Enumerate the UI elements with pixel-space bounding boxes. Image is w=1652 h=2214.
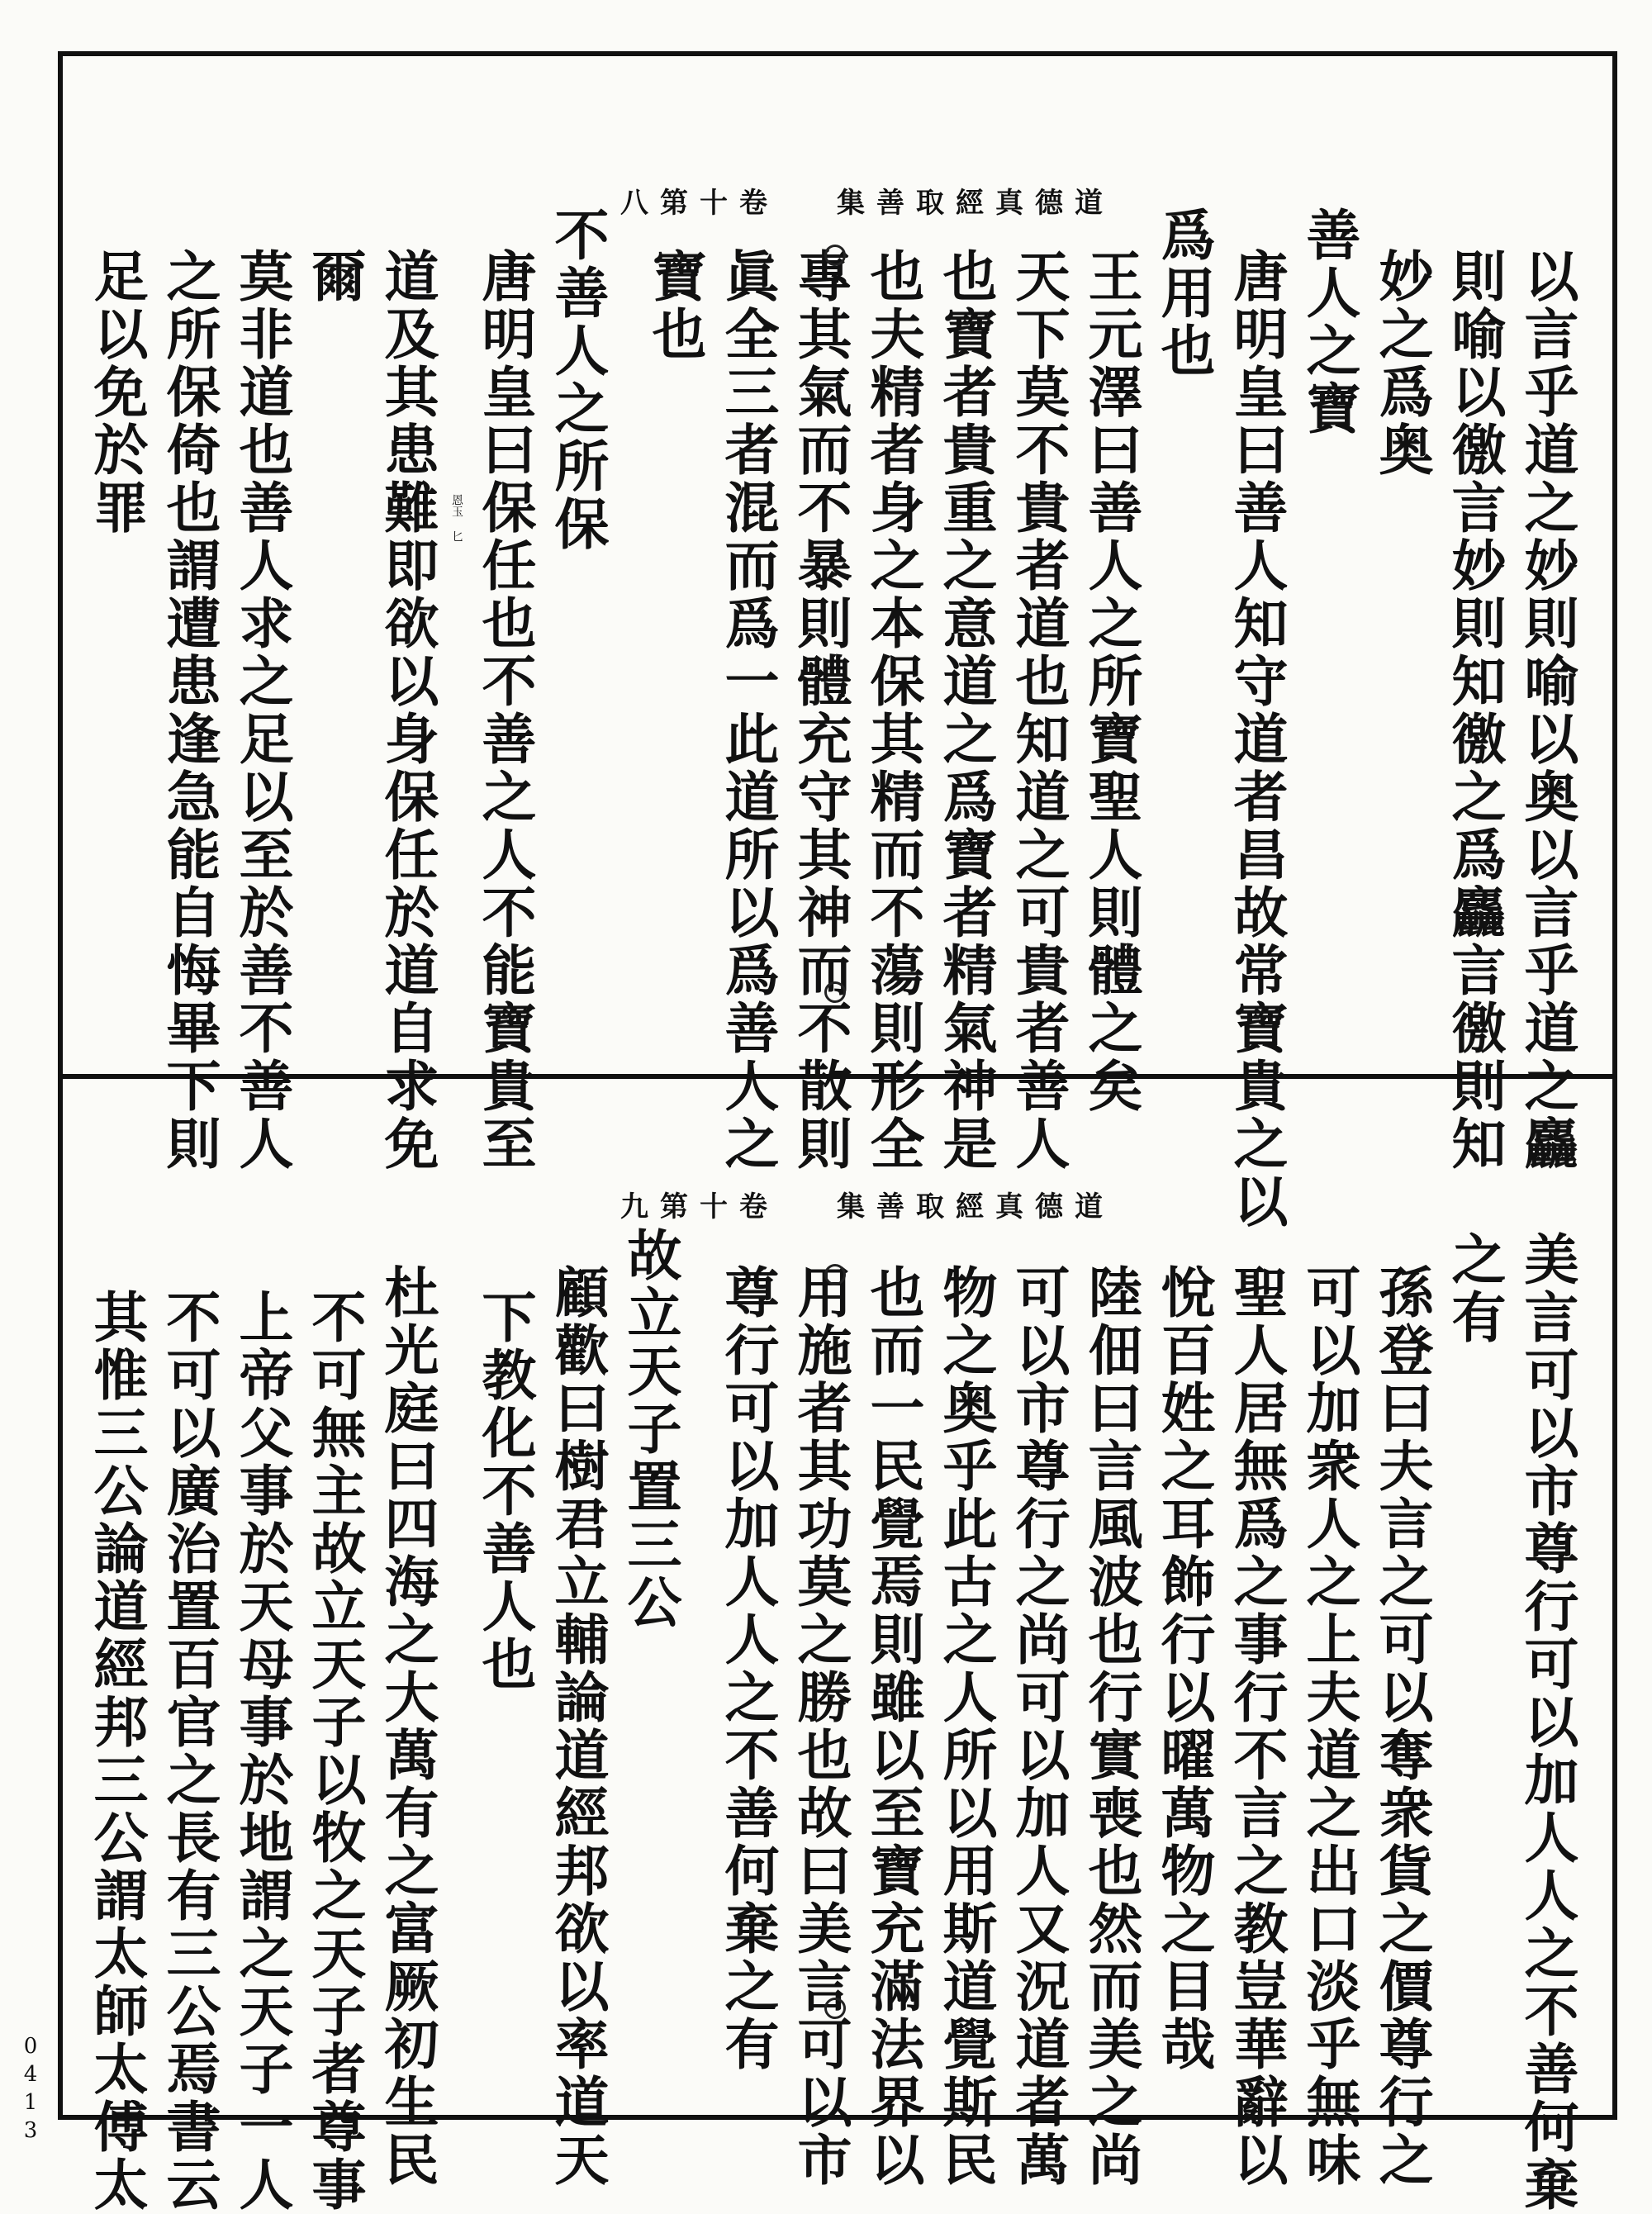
text-column: 唐明皇曰保任也不善之人不能寶貴至 — [472, 248, 537, 1173]
text-column: 杜光庭曰四海之大萬有之富厥初生民 — [375, 1264, 439, 2189]
marginal-note: 恩玉 匕 — [450, 494, 463, 542]
text-column: 之所保倚也謂遭患逢急能自悔畢下則 — [157, 248, 221, 1173]
circle-mark — [824, 1998, 846, 2019]
circle-mark — [824, 981, 846, 1003]
text-column: 道及其患難即欲以身保任於道自求免 — [375, 248, 439, 1173]
text-column: 不可無主故立天子以牧之天子者尊事 — [302, 1289, 367, 2214]
text-column: 王元澤曰善人之所寶聖人則體之矣 — [1079, 248, 1143, 1115]
text-column: 也而一民覺焉則雖以至寶充滿法界以 — [861, 1264, 925, 2189]
text-column: 也寶者貴重之意道之爲寶者精氣神是 — [933, 248, 998, 1173]
text-column: 寶也 — [643, 248, 707, 363]
header-volume: 九第十卷 — [620, 1190, 779, 1223]
text-column: 故立天子置三公 — [618, 1227, 682, 1632]
page-number: 0413 — [18, 2034, 43, 2146]
text-column: 也夫精者身之本保其精而不蕩則形全 — [861, 248, 925, 1173]
text-column: 孫登曰夫言之可以奪衆貨之價尊行之 — [1370, 1264, 1434, 2189]
text-column: 莫非道也善人求之足以至於善不善人 — [230, 248, 294, 1173]
text-column: 物之奥乎此古之人所以用斯道覺斯民 — [933, 1264, 998, 2189]
header-volume: 八第十卷 — [620, 187, 779, 220]
header-title: 集善取經真德道 — [837, 1190, 1114, 1223]
text-column: 尊行可以加人人之不善何棄之有 — [715, 1264, 780, 2074]
text-column: 其惟三公論道經邦三公謂太師太傅太 — [84, 1289, 149, 2214]
text-column: 用施者其功莫之勝也故曰美言可以市 — [788, 1264, 852, 2189]
text-column: 善人之寶 — [1297, 207, 1361, 438]
text-column: 可以加衆人之上夫道之出口淡乎無味 — [1297, 1264, 1361, 2189]
text-column: 下教化不善人也 — [472, 1289, 537, 1694]
text-column: 聖人居無爲之事行不言之教豈華辭以 — [1224, 1264, 1289, 2189]
text-column: 爲用也 — [1151, 207, 1216, 380]
text-column: 唐明皇曰善人知守道者昌故常寶貴之以 — [1224, 248, 1289, 1231]
running-header-top — [578, 180, 1156, 221]
circle-mark — [824, 245, 846, 266]
text-column: 以言乎道之妙則喻以奥以言乎道之麤 — [1515, 248, 1579, 1173]
running-header-bottom — [578, 1184, 1156, 1224]
text-column: 可以市尊行之尚可以加人又況道者萬 — [1006, 1264, 1070, 2189]
text-column: 陸佃曰言風波也行實喪也然而美之尚 — [1079, 1264, 1143, 2189]
text-column: 上帝父事於天母事於地謂之天子一人 — [230, 1289, 294, 2214]
text-column: 不可以廣治置百官之長有三公焉書云 — [157, 1289, 221, 2214]
text-column: 之有 — [1442, 1231, 1507, 1347]
text-column: 則喻以徼言妙則知徼之爲麤言徼則知 — [1442, 248, 1507, 1173]
header-title: 集善取經真德道 — [837, 187, 1114, 220]
circle-mark — [824, 1264, 846, 1285]
text-column: 爾 — [302, 248, 367, 306]
text-column: 美言可以市尊行可以加人人之不善何棄 — [1515, 1231, 1579, 2214]
text-column: 妙之爲奥 — [1370, 248, 1434, 479]
text-column: 天下莫不貴者道也知道之可貴者善人 — [1006, 248, 1070, 1173]
text-column: 悅百姓之耳飾行以曜萬物之目哉 — [1151, 1264, 1216, 2074]
text-column: 顧歡曰樹君立輔論道經邦欲以率道天 — [545, 1264, 610, 2189]
text-column: 專其氣而不暴則體充守其神而不散則 — [788, 248, 852, 1173]
text-column: 足以免於罪 — [84, 248, 149, 537]
text-column: 不善人之所保 — [545, 207, 610, 554]
text-column: 眞全三者混而爲一此道所以爲善人之 — [715, 248, 780, 1173]
